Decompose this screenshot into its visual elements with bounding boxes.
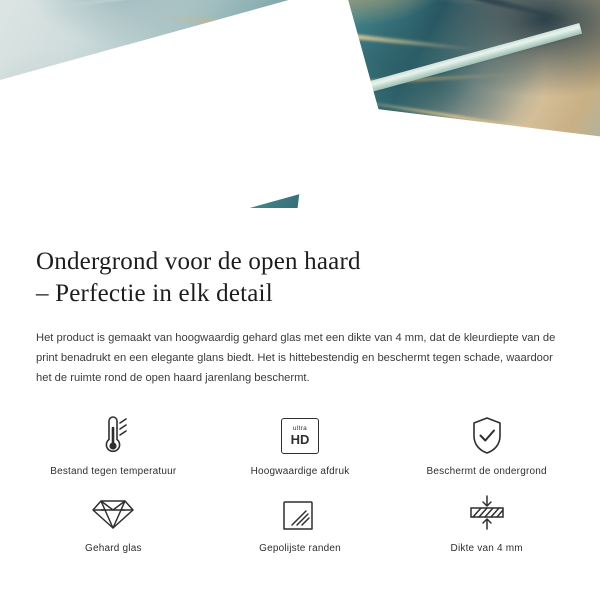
feature-grid — [0, 414, 600, 554]
ultra-hd-icon — [281, 414, 319, 458]
badge-top-text: ultra — [292, 424, 308, 432]
feature-item — [393, 491, 580, 554]
diamond-icon — [91, 491, 135, 535]
text-content — [0, 222, 600, 388]
feature-item — [393, 414, 580, 477]
headline-line-1: Ondergrond voor de open haard — [36, 248, 361, 275]
feature-item — [207, 491, 394, 554]
hero-image — [0, 0, 600, 222]
polished-edges-icon — [281, 491, 319, 535]
thermometer-icon — [93, 414, 133, 458]
feature-label: Gepolijste randen — [259, 543, 341, 554]
feature-label: Beschermt de ondergrond — [426, 466, 547, 477]
shield-check-icon — [467, 414, 507, 458]
thickness-icon — [465, 491, 509, 535]
feature-item — [20, 414, 207, 477]
feature-label: Gehard glas — [84, 543, 142, 554]
page-title — [36, 246, 564, 310]
headline-line-2: – Perfectie in elk detail — [36, 280, 273, 307]
glass-panel-photo — [0, 0, 600, 220]
feature-label: Dikte van 4 mm — [450, 543, 523, 554]
dark-streak-icon — [382, 0, 578, 25]
feature-label: Bestand tegen temperatuur — [50, 466, 177, 477]
description-paragraph: Het product is gemaakt van hoogwaardig gehard glas met een dikte van 4 mm, dat de kleurdiepte van de print benadrukt en een elegante glans biedt. Het is hittebestendig en beschermt tegen schade, waardoor het de ruimte rond de open haard jarenlang beschermt. — [36, 332, 556, 384]
white-streak-icon — [61, 0, 279, 8]
feature-label: Hoogwaardige afdruk — [250, 466, 350, 477]
feature-item — [207, 414, 394, 477]
feature-item — [20, 491, 207, 554]
badge-bottom-text: HD — [290, 432, 310, 448]
